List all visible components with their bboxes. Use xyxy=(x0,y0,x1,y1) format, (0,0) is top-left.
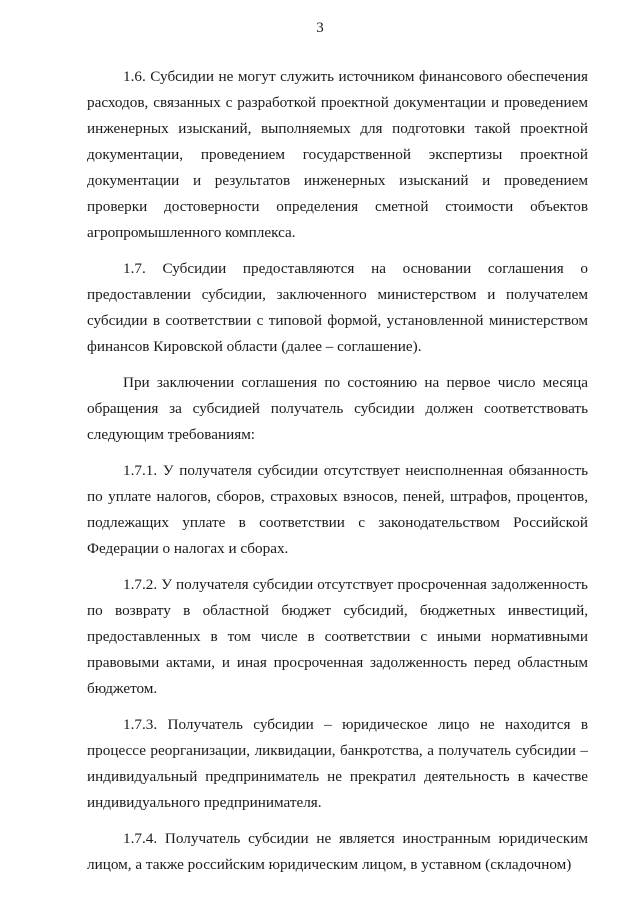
paragraph-1-6: 1.6. Субсидии не могут служить источником финансового обеспечения расходов, связанных с разработкой проектной документации и проведением инженерных изысканий, выполняемых для подготовки такой проектной документации, проведением государственной экспертизы проектной документации и результатов инженерных изысканий и проведением проверки достоверности определения сметной стоимости объектов агропромышленного комплекса. xyxy=(87,68,588,241)
paragraph-1-7: 1.7. Субсидии предоставляются на основании соглашения о предоставлении субсидии, заключенного министерством и получателем субсидии в соответствии с типовой формой, установленной министерством финансов Кировской области (далее – соглашение). xyxy=(87,260,588,355)
paragraph-1-7-1: 1.7.1. У получателя субсидии отсутствует неисполненная обязанность по уплате налогов, сборов, страховых взносов, пеней, штрафов, процентов, подлежащих уплате в соответствии с законодательством Российской Федерации о налогах и сборах. xyxy=(87,462,588,557)
paragraph-requirements-intro: При заключении соглашения по состоянию на первое число месяца обращения за субсидией получатель субсидии должен соответствовать следующим требованиям: xyxy=(87,374,588,443)
paragraph-1-7-3: 1.7.3. Получатель субсидии – юридическое лицо не находится в процессе реорганизации, ликвидации, банкротства, а получатель субсидии – индивидуальный предприниматель не прекратил деятельность в качестве индивидуального предпринимателя. xyxy=(87,716,588,811)
paragraph-1-7-2: 1.7.2. У получателя субсидии отсутствует просроченная задолженность по возврату в областной бюджет субсидий, бюджетных инвестиций, предоставленных в том числе в соответствии с иными нормативными правовыми актами, и иная просроченная задолженность перед областным бюджетом. xyxy=(87,576,588,697)
page-number: 3 xyxy=(316,20,324,36)
document-body xyxy=(87,64,588,878)
paragraph-1-7-4: 1.7.4. Получатель субсидии не является иностранным юридическим лицом, а также российским юридическим лицом, в уставном (складочном) xyxy=(87,830,588,873)
